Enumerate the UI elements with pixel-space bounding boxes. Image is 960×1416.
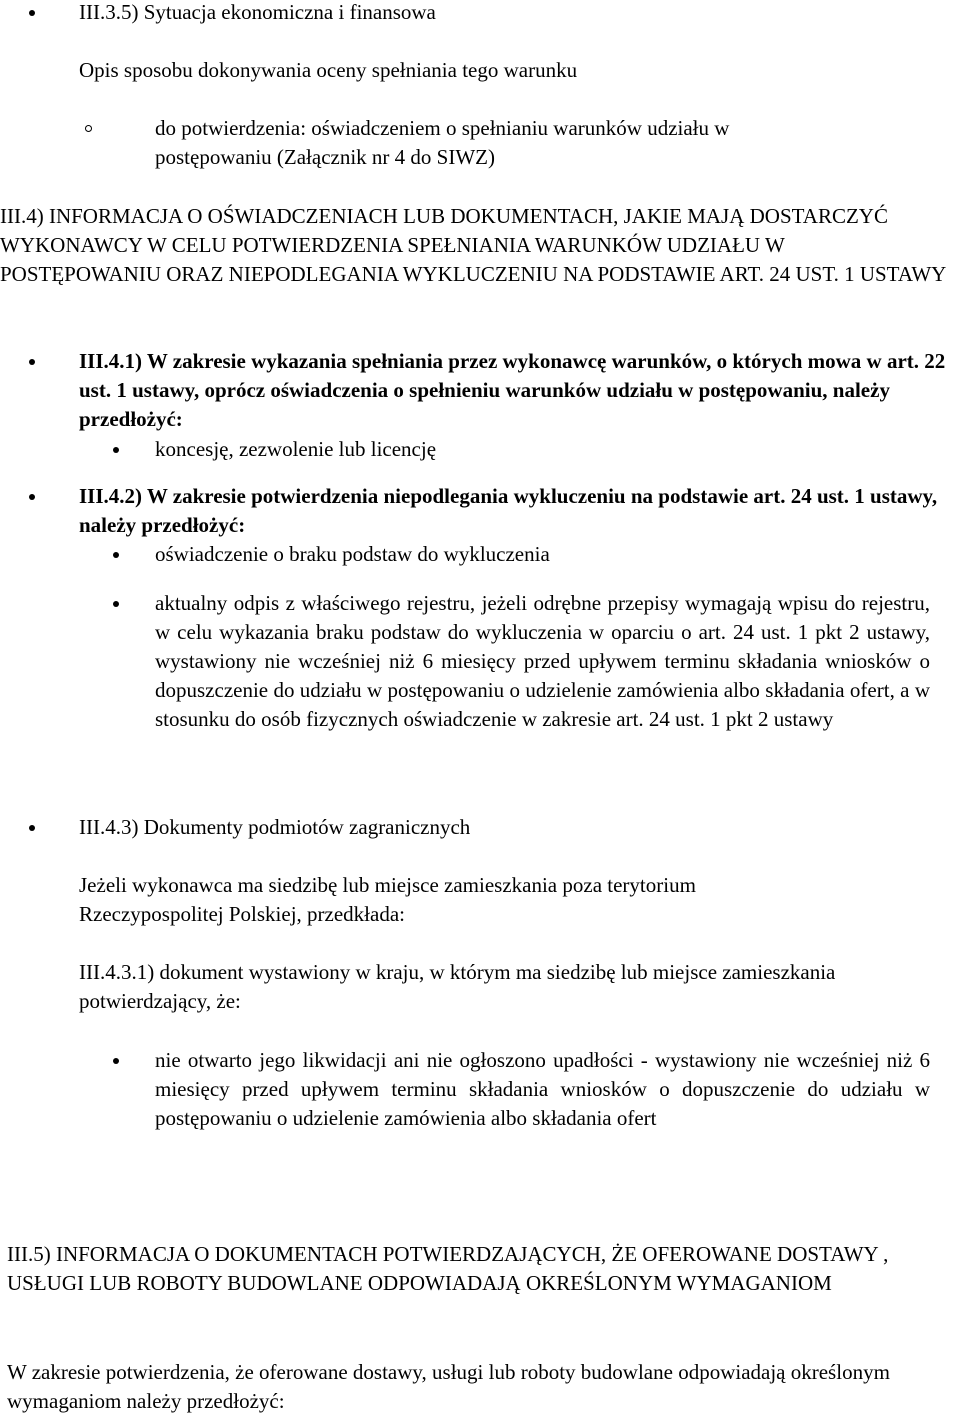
- doc-item: koncesję, zezwolenie lub licencję: [155, 435, 930, 464]
- doc-item: oświadczenie o braku podstaw do wykluczenia: [155, 540, 930, 569]
- doc-item: nie otwarto jego likwidacji ani nie ogłoszono upadłości - wystawiony nie wcześniej niż 6 miesięcy przed upływem terminu składania wniosków o dopuszczenie do udziału w postępowaniu o udzielenie zamówienia albo składania ofert: [155, 1046, 930, 1133]
- foreign-intro: Jeżeli wykonawca ma siedzibę lub miejsce zamieszkania poza terytorium Rzeczypospolitej Polskiej, przedkłada:: [79, 873, 696, 926]
- section-5-heading: III.5) INFORMACJA O DOKUMENTACH POTWIERDZAJĄCYCH, ŻE OFEROWANE DOSTAWY , USŁUGI LUB ROBOTY BUDOWLANE ODPOWIADAJĄ OKREŚLONYM WYMAGANIOM: [7, 1242, 889, 1295]
- item-4-2: III.4.2) W zakresie potwierdzenia niepodlegania wykluczeniu na podstawie art. 24 ust. 1 ustawy, należy przedłożyć:: [79, 482, 940, 540]
- condition-item: do potwierdzenia: oświadczeniem o spełnianiu warunków udziału w postępowaniu (Załącznik nr 4 do SIWZ): [155, 114, 840, 172]
- method-label: Opis sposobu dokonywania oceny spełniania tego warunku: [79, 58, 578, 82]
- doc-item: aktualny odpis z właściwego rejestru, jeżeli odrębne przepisy wymagają wpisu do rejestru, w celu wykazania braku podstaw do wykluczenia w oparciu o art. 24 ust. 1 pkt 2 ustawy, wystawiony nie wcześniej niż 6 miesięcy przed upływem terminu składania wniosków o dopuszczenie do udziału w postępowaniu o udzielenie zamówienia albo składania ofert, a w stosunku do osób fizycznych oświadczenie w zakresie art. 24 ust. 1 pkt 2 ustawy: [155, 589, 930, 734]
- item-4-1: III.4.1) W zakresie wykazania spełniania przez wykonawcę warunków, o których mowa w art. 22 ust. 1 ustawy, oprócz oświadczenia o spełnieniu warunków udziału w postępowaniu, należy przedłożyć:: [79, 347, 952, 434]
- section-3-5-heading: III.3.5) Sytuacja ekonomiczna i finansowa: [79, 0, 952, 27]
- section-5-intro: W zakresie potwierdzenia, że oferowane dostawy, usługi lub roboty budowlane odpowiadają określonym wymaganiom należy przedłożyć:: [7, 1360, 890, 1413]
- item-4-3-1: III.4.3.1) dokument wystawiony w kraju, w którym ma siedzibę lub miejsce zamieszkania potwierdzający, że:: [79, 960, 836, 1013]
- item-4-3: III.4.3) Dokumenty podmiotów zagranicznych: [79, 813, 952, 842]
- section-4-heading: III.4) INFORMACJA O OŚWIADCZENIACH LUB DOKUMENTACH, JAKIE MAJĄ DOSTARCZYĆ WYKONAWCY W CELU POTWIERDZENIA SPEŁNIANIA WARUNKÓW UDZIAŁU W POSTĘPOWANIU ORAZ NIEPODLEGANIA WYKLUCZENIU NA PODSTAWIE ART. 24 UST. 1 USTAWY: [0, 204, 947, 286]
